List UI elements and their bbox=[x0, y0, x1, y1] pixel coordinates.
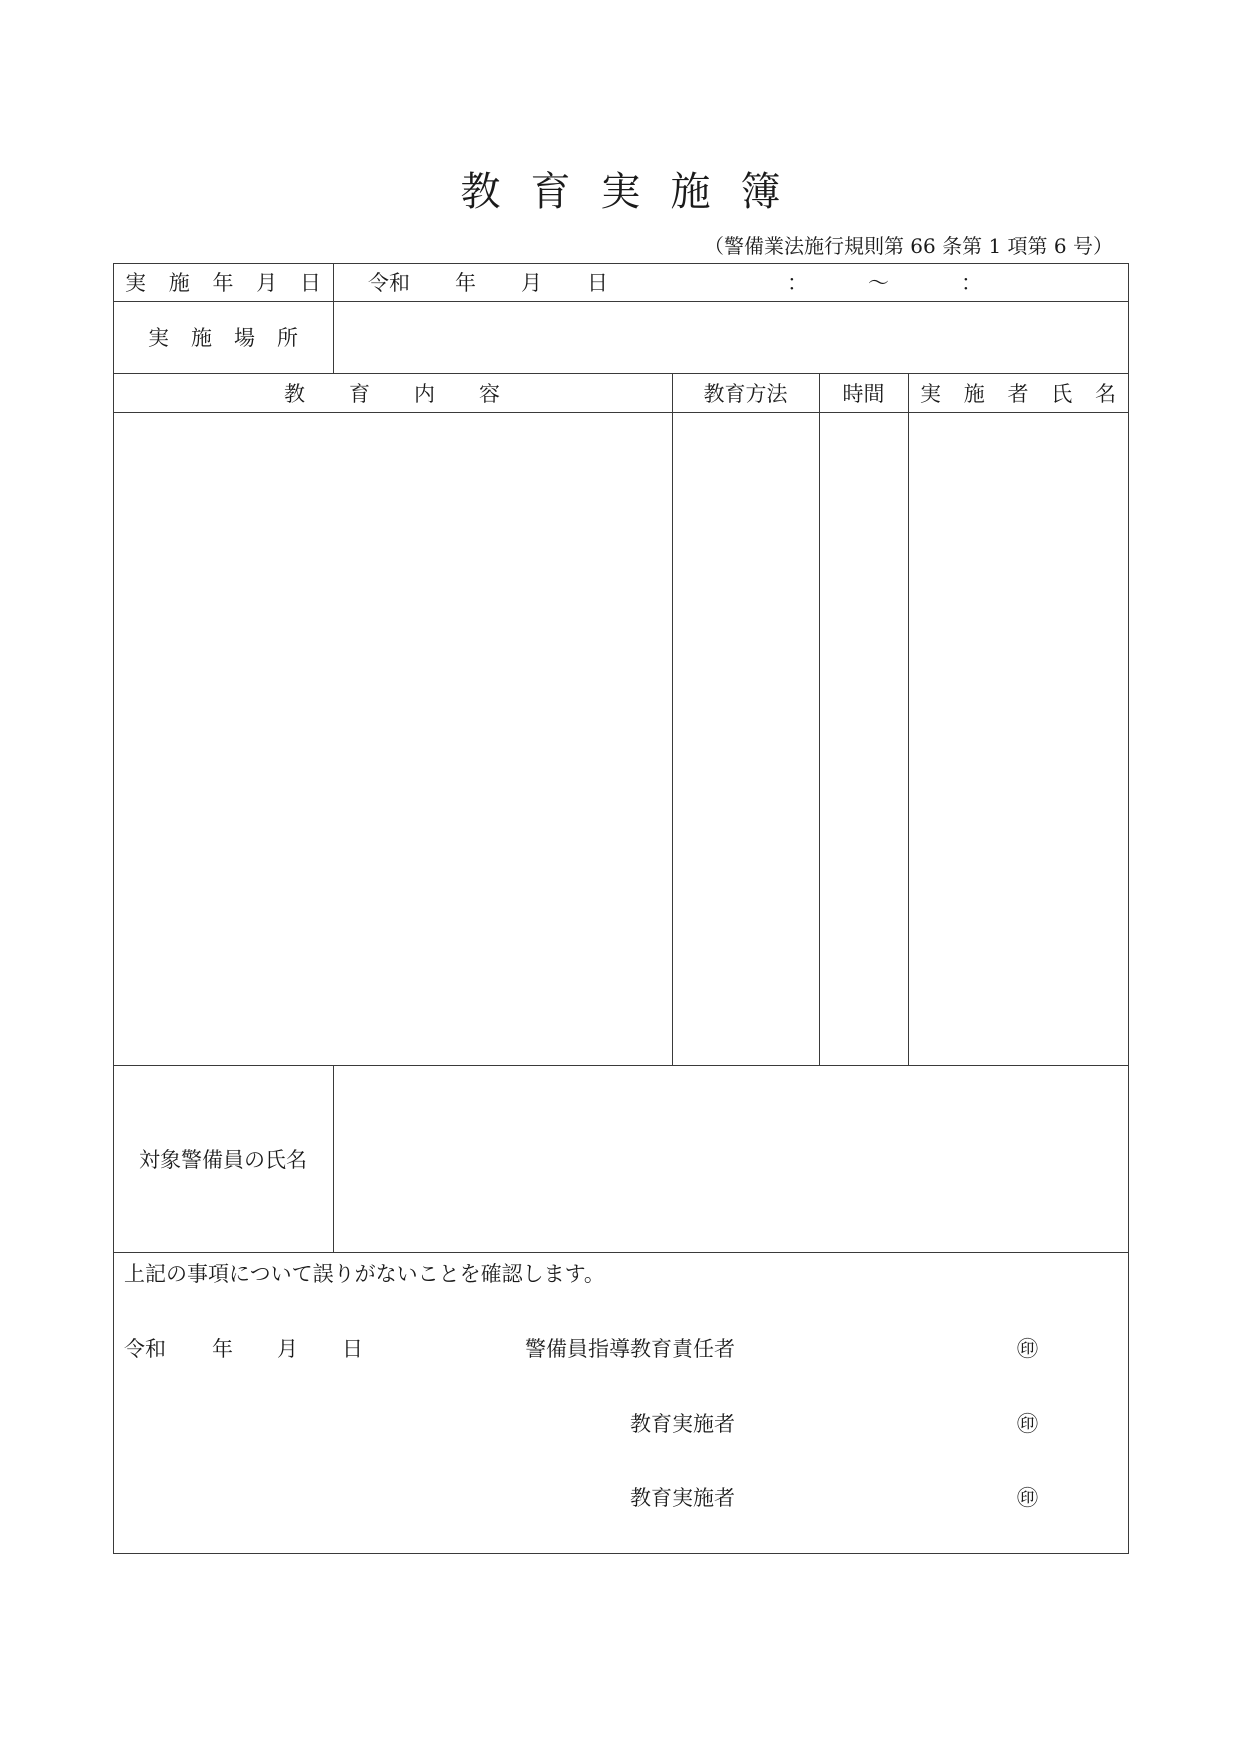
date-label bbox=[125, 263, 321, 301]
date-label-char: 年 bbox=[212, 271, 234, 295]
content-header-char: 教 bbox=[284, 381, 305, 406]
date-era: 令和 bbox=[368, 271, 410, 295]
time-range-tilde: ～ bbox=[868, 271, 889, 295]
table-bottom-border bbox=[113, 1553, 1129, 1554]
confirm-month-unit: 月 bbox=[277, 1337, 298, 1361]
row-divider bbox=[113, 1252, 1129, 1253]
instructor-input-area[interactable] bbox=[909, 413, 1128, 1065]
start-time-colon: ： bbox=[787, 271, 808, 295]
place-label bbox=[148, 301, 298, 373]
date-label-char: 施 bbox=[168, 271, 190, 295]
date-label-char: 日 bbox=[300, 271, 321, 295]
content-header bbox=[284, 373, 500, 412]
signatory-role-instructor: 教育実施者 bbox=[630, 1412, 735, 1436]
signatory-role-supervisor: 警備員指導教育責任者 bbox=[525, 1337, 735, 1361]
instructor-header bbox=[920, 373, 1116, 412]
date-day-unit: 日 bbox=[587, 271, 608, 295]
date-year-unit: 年 bbox=[455, 271, 476, 295]
instructor-header-char: 施 bbox=[963, 381, 985, 406]
legal-reference: （警備業法施行規則第 66 条第 1 項第 6 号） bbox=[703, 234, 1113, 258]
table-right-border bbox=[1128, 263, 1129, 1554]
content-input-area[interactable] bbox=[114, 413, 672, 1065]
method-header: 教育方法 bbox=[703, 381, 788, 406]
place-label-char: 所 bbox=[277, 326, 298, 350]
instructor-header-char: 氏 bbox=[1051, 381, 1073, 406]
place-label-char: 場 bbox=[234, 326, 255, 350]
trainee-input-area[interactable] bbox=[334, 1066, 1128, 1252]
time-header: 時間 bbox=[842, 381, 885, 406]
page-title: 教育実施簿 bbox=[460, 169, 811, 215]
seal-icon: ㊞ bbox=[1017, 1337, 1038, 1361]
content-header-char: 容 bbox=[479, 381, 500, 406]
date-label-char: 実 bbox=[125, 271, 146, 295]
confirmation-statement: 上記の事項について誤りがないことを確認します。 bbox=[124, 1262, 605, 1286]
confirm-year-unit: 年 bbox=[212, 1337, 233, 1361]
instructor-header-char: 者 bbox=[1007, 381, 1029, 406]
confirm-era: 令和 bbox=[124, 1337, 166, 1361]
content-header-char: 内 bbox=[414, 381, 435, 406]
seal-icon: ㊞ bbox=[1017, 1486, 1038, 1510]
end-time-colon: ： bbox=[961, 271, 982, 295]
date-label-char: 月 bbox=[256, 271, 278, 295]
place-label-char: 施 bbox=[191, 326, 212, 350]
instructor-header-char: 名 bbox=[1095, 381, 1116, 406]
time-input-area[interactable] bbox=[820, 413, 908, 1065]
trainee-label: 対象警備員の氏名 bbox=[139, 1147, 307, 1172]
place-label-char: 実 bbox=[148, 326, 169, 350]
seal-icon: ㊞ bbox=[1017, 1412, 1038, 1436]
content-header-char: 育 bbox=[349, 381, 370, 406]
method-input-area[interactable] bbox=[673, 413, 819, 1065]
date-month-unit: 月 bbox=[521, 271, 542, 295]
place-input-area[interactable] bbox=[334, 302, 1128, 373]
signatory-role-instructor: 教育実施者 bbox=[630, 1486, 735, 1510]
instructor-header-char: 実 bbox=[920, 381, 941, 406]
confirm-day-unit: 日 bbox=[342, 1337, 363, 1361]
